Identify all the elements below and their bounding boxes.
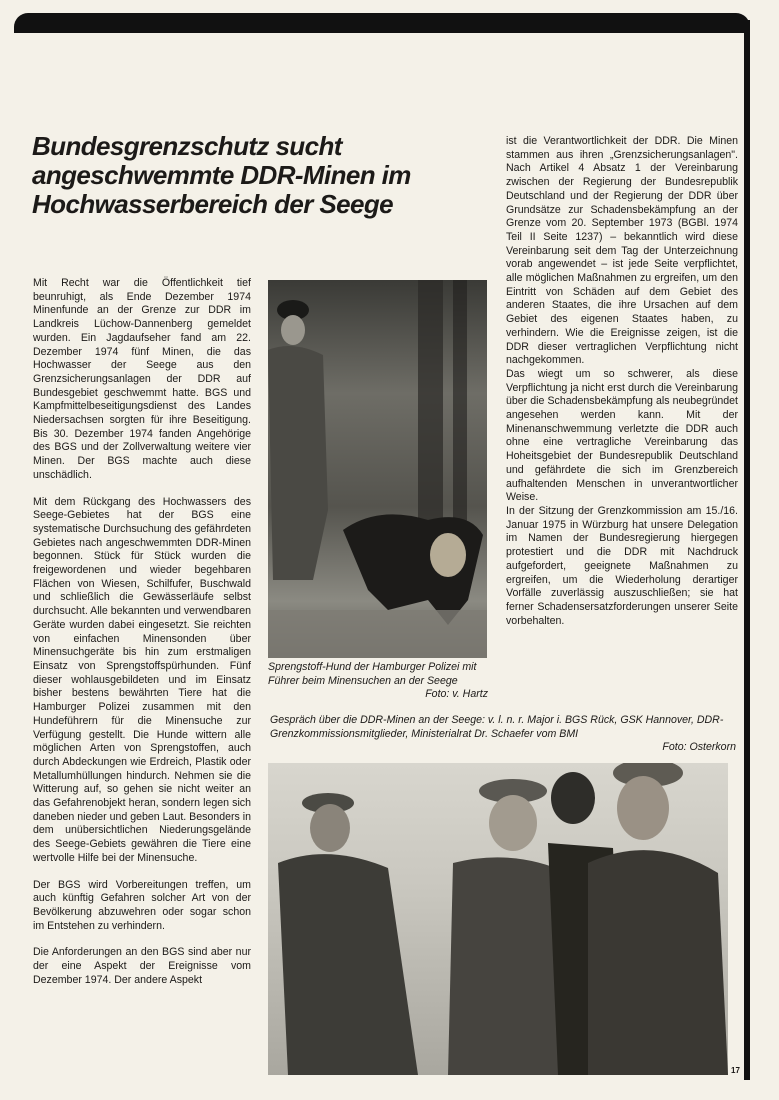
photo1-credit: Foto: v. Hartz xyxy=(425,688,488,701)
paragraph: Die Anforderungen an den BGS sind aber nur der eine Aspekt der Ereignisse vom Dezember 1974. Der andere Aspekt xyxy=(33,946,251,986)
photo2-caption xyxy=(270,714,736,755)
dog-handler-image xyxy=(268,280,487,658)
paragraph: In der Sitzung der Grenzkommission am 15./16. Januar 1975 in Würzburg hat unsere Delegation im Namen der Bundesregierung hiergegen protestiert und die DDR mit Nachdruck aufgefordert, geeignete Maßnahmen zu ergreifen, um die Wiederholung derartiger Vorfälle zuverlässig auszuschließen; sie hat ferner Schadensersatzforderungen unserer Seite vorbehalten. xyxy=(506,504,738,627)
page-right-rule xyxy=(744,20,750,1080)
photo1-caption xyxy=(268,661,488,702)
page-number: 17 xyxy=(731,1066,740,1075)
photo2-caption-text: Gespräch über die DDR-Minen an der Seege: v. l. n. r. Major i. BGS Rück, GSK Hannover, DDR-Grenzkommissionsmitglieder, Ministerialrat Dr. Schaefer vom BMI xyxy=(270,714,724,740)
photo1-caption-text: Sprengstoff-Hund der Hamburger Polizei mit Führer beim Minensuchen an der Seege xyxy=(268,661,477,687)
paragraph: Das wiegt um so schwerer, als diese Verpflichtung ja nicht erst durch die Vereinbarung über die Schadensbekämpfung als neubegründet angesehen werden kann. Mit der Minenanschwemmung verletzte die DDR auch ohne eine vertragliche Vereinbarung das Hoheitsgebiet der Bundesrepublik Deutschland und gefährdete die sich im Grenzbereich aufhaltenden Menschen in unverantwortlicher Weise. xyxy=(506,367,738,504)
paragraph: Mit Recht war die Öffentlichkeit tief beunruhigt, als Ende Dezember 1974 Minenfunde an der Grenze zur DDR im Landkreis Lüchow-Dannenberg gemeldet wurden. Ein Jagdaufseher fand am 22. Dezember 1974 fünf Minen, die das Hochwasser der Seege aus den Grenzsicherungsanlagen der DDR auf Bundesgebiet geschwemmt hatte. BGS und Kampfmittelbeseitigungsdienst des Landes Niedersachsen sorgten für ihre Beseitigung. Bis 30. Dezember 1974 fanden Angehörige des BGS und der Zollverwaltung weitere vier Minen. Der BGS machte auch diese unschädlich. xyxy=(33,277,251,481)
photo2-credit: Foto: Osterkorn xyxy=(662,741,736,754)
paragraph: Mit dem Rückgang des Hochwassers des Seege-Gebietes hat der BGS eine systematische Durchsuchung des gefährdeten Gebietes nach angeschwemmten DDR-Minen begonnen. Stück für Stück wurden die freigewordenen und wieder begehbaren Flächen von Wiesen, Schilfufer, Buschwald und schließlich die Gewässerläufe selbst durchsucht. Alle bekannten und verwendbaren Geräte wurden dabei eingesetzt. Sie reichten von einfachen Minensonden über Minensuchgeräte bis hin zum erstmaligen Einsatz von Sprengstoffspürhunden. Fünf dieser wohlausgebildeten und im Einsatz bisher bestens bewährten Tiere hat die Hamburger Polizei zusammen mit den Hundeführern für die Minensuche zur Verfügung gestellt. Die Hunde wittern alle möglichen Arten von Sprengstoffen, auch durch Abdeckungen wie Erdreich, Plastik oder Metallumhüllungen hindurch. Nehmen sie die Witterung auf, so gehen sie nicht weiter an das Gefahrenobjekt heran, sondern legen sich daneben nieder und geben Laut. Besonders in dem unübersichtlichen Niederungsgelände des Seege-Gebiets gewähren die Tiere eine wertvolle Hilfe bei der Minensuche. xyxy=(33,495,251,864)
photo-dog-handler xyxy=(268,280,487,658)
paragraph: ist die Verantwortlichkeit der DDR. Die Minen stammen aus ihren „Grenzsicherungsanlagen". Nach Artikel 4 Absatz 1 der Vereinbarung zwischen der Regierung der Bundesrepublik Deutschland und der Regierung der DDR über Grundsätze zur Schadensbekämpfung an der Grenze vom 20. September 1973 (BGBl. 1974 Teil II Seite 1237) – bekanntlich wird diese Vereinbarung seit dem Tag der Unterzeichnung vorab angewendet – ist jede Seite verpflichtet, alle möglichen Maßnahmen zu ergreifen, um den Eintritt von Schäden auf dem Gebiet des anderen Staates, die ihre Ursachen auf dem Gebiet des eigenen Staates haben, zu verhindern. Wie die Ereignisse zeigen, ist die DDR dieser vertraglichen Verpflichtung nicht nachgekommen. xyxy=(506,135,738,367)
photo-meeting xyxy=(268,763,728,1075)
page-top-bar xyxy=(14,13,750,33)
paragraph: Der BGS wird Vorbereitungen treffen, um auch künftig Gefahren solcher Art von der Bevölkerung abzuwehren oder sogar schon im Entstehen zu verhindern. xyxy=(33,878,251,932)
left-column xyxy=(33,277,251,1000)
article-title: Bundesgrenzschutz sucht angeschwemmte DDR-Minen im Hochwasserbereich der Seege xyxy=(32,131,411,219)
meeting-image xyxy=(268,763,728,1075)
right-column xyxy=(506,135,738,628)
